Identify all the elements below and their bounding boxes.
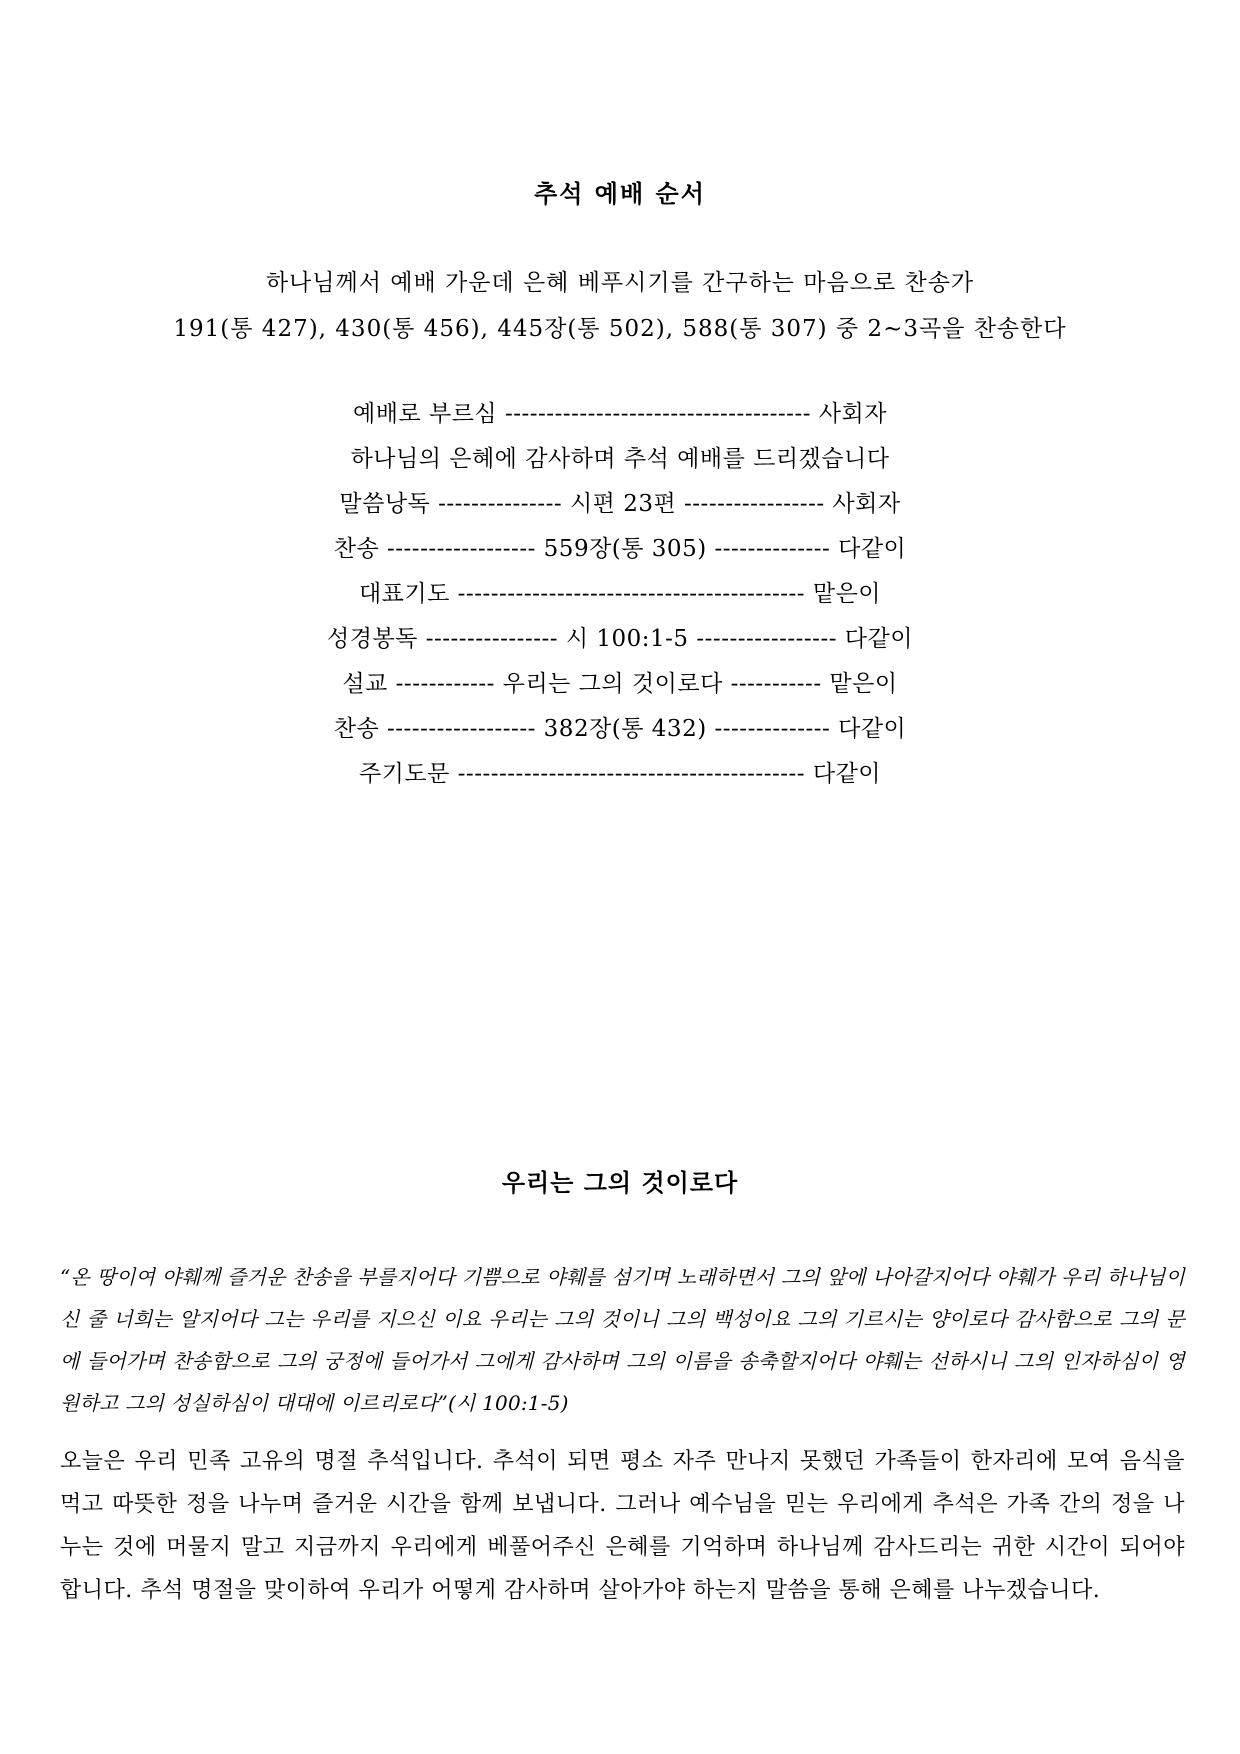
order-item-hymn-1: 찬송 ------------------ 559장(통 305) -------------- 다같이 <box>333 536 907 562</box>
intro-line-2: 191(통 427), 430(통 456), 445장(통 502), 588(통 307) 중 2∼3곡을 찬송한다 <box>173 316 1067 342</box>
intro-line-1: 하나님께서 예배 가운데 은혜 베푸시기를 간구하는 마음으로 찬송가 <box>265 270 975 296</box>
order-item-word-reading: 말씀낭독 --------------- 시편 23편 ----------------- 사회자 <box>339 491 901 517</box>
order-item-scripture-reading: 성경봉독 ---------------- 시 100:1-5 ----------------- 다같이 <box>327 626 913 652</box>
order-item-lords-prayer: 주기도문 ------------------------------------------ 다같이 <box>358 761 882 787</box>
order-item-declaration: 하나님의 은혜에 감사하며 추석 예배를 드리겠습니다 <box>350 446 890 472</box>
order-item-sermon: 설교 ------------ 우리는 그의 것이로다 ----------- 맡은이 <box>342 671 898 697</box>
order-item-hymn-2: 찬송 ------------------ 382장(통 432) -------------- 다같이 <box>333 716 907 742</box>
intro-text <box>0 260 1240 352</box>
order-item-call-to-worship: 예배로 부르심 ------------------------------------- 사회자 <box>353 401 887 427</box>
scripture-quote: “온 땅이여 야훼께 즐거운 찬송을 부를지어다 기쁨으로 야훼를 섬기며 노래하면서 그의 앞에 나아갈지어다 야훼가 우리 하나님이신 줄 너희는 알지어다 그는 우리를 지으신 이요 우리는 그의 것이니 그의 백성이요 그의 기르시는 양이로다 감사함으로 그의 문에 들어가며 찬송함으로 그의 궁정에 들어가서 그에게 감사하며 그의 이름을 송축할지어다 야훼는 선하시니 그의 인자하심이 영원하고 그의 성실하심이 대대에 이르리로다”(시 100:1-5) <box>60 1265 1185 1415</box>
sermon-title: 우리는 그의 것이로다 <box>501 1168 739 1197</box>
sermon-body-paragraph: 오늘은 우리 민족 고유의 명절 추석입니다. 추석이 되면 평소 자주 만나지 못했던 가족들이 한자리에 모여 음식을 먹고 따뜻한 정을 나누며 즐거운 시간을 함께 보냅니다. 그러나 예수님을 믿는 우리에게 추석은 가족 간의 정을 나누는 것에 머물지 말고 지금까지 우리에게 베풀어주신 은혜를 기억하며 하나님께 감사드리는 귀한 시간이 되어야 합니다. 추석 명절을 맞이하여 우리가 어떻게 감사하며 살아가야 하는지 말씀을 통해 은혜를 나누겠습니다. <box>60 1449 1185 1603</box>
order-item-representative-prayer: 대표기도 ------------------------------------------ 맡은이 <box>358 581 882 607</box>
worship-order-title: 추석 예배 순서 <box>534 179 706 208</box>
worship-order-list <box>190 392 1050 797</box>
